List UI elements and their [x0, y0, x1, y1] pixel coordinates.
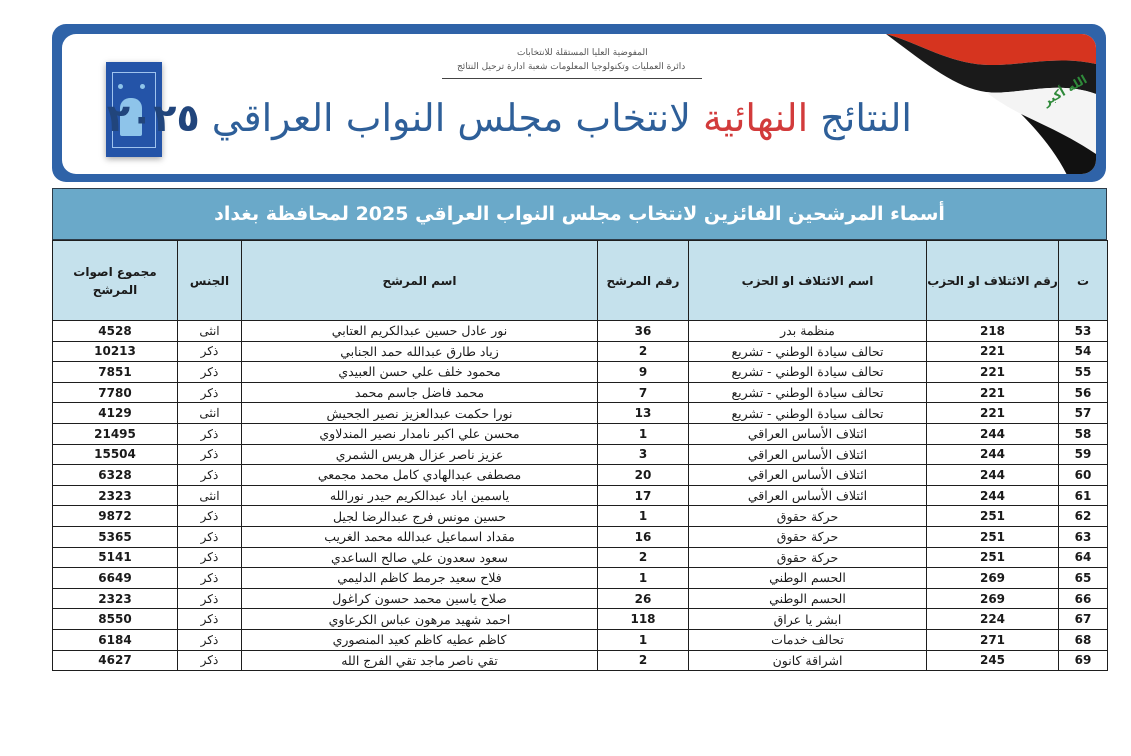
row-list-name: ائتلاف الأساس العراقي: [689, 423, 927, 444]
row-list-number: 244: [927, 465, 1059, 486]
row-candidate-number: 36: [598, 321, 689, 342]
row-list-number: 221: [927, 362, 1059, 383]
row-candidate-number: 1: [598, 629, 689, 650]
row-candidate-number: 7: [598, 382, 689, 403]
row-list-name: الحسم الوطني: [689, 568, 927, 589]
row-gender: انثى: [178, 485, 242, 506]
title-part-3: لانتخاب مجلس النواب العراقي: [211, 96, 691, 140]
row-list-number: 218: [927, 321, 1059, 342]
header-candidate-number: رقم المرشح: [598, 241, 689, 321]
row-seq: 60: [1059, 465, 1108, 486]
row-list-number: 269: [927, 588, 1059, 609]
row-list-name: تحالف سيادة الوطني - تشريع: [689, 403, 927, 424]
table-row: [53, 362, 1108, 383]
title-year: ٢٠٢٥: [106, 96, 200, 140]
row-gender: انثى: [178, 321, 242, 342]
row-candidate-name: محمود خلف علي حسن العبيدي: [242, 362, 598, 383]
table-row: [53, 465, 1108, 486]
row-candidate-number: 118: [598, 609, 689, 630]
row-votes: 4528: [53, 321, 178, 342]
row-seq: 53: [1059, 321, 1108, 342]
header-list-number: رقم الائتلاف او الحزب: [927, 241, 1059, 321]
winners-table: [52, 240, 1108, 671]
table-body: [53, 321, 1108, 671]
row-candidate-number: 9: [598, 362, 689, 383]
header-seq: ت: [1059, 241, 1108, 321]
logo-dot: [118, 84, 123, 89]
row-votes: 8550: [53, 609, 178, 630]
row-gender: ذكر: [178, 568, 242, 589]
title-part-1: النتائج: [820, 96, 912, 140]
table-row: [53, 547, 1108, 568]
row-candidate-number: 1: [598, 506, 689, 527]
row-candidate-number: 2: [598, 547, 689, 568]
row-candidate-name: ياسمين اياد عبدالكريم حيدر نورالله: [242, 485, 598, 506]
table-row: [53, 568, 1108, 589]
row-list-name: ائتلاف الأساس العراقي: [689, 465, 927, 486]
row-candidate-number: 1: [598, 423, 689, 444]
row-candidate-name: فلاح سعيد جرمط كاظم الدليمي: [242, 568, 598, 589]
row-seq: 55: [1059, 362, 1108, 383]
table-row: [53, 341, 1108, 362]
row-seq: 64: [1059, 547, 1108, 568]
title-part-2: النهائية: [703, 96, 809, 140]
row-candidate-number: 2: [598, 341, 689, 362]
table-row: [53, 650, 1108, 671]
iraq-flag-icon: [846, 34, 1096, 174]
row-votes: 4627: [53, 650, 178, 671]
row-candidate-name: صلاح ياسين محمد حسون كراغول: [242, 588, 598, 609]
table-title: أسماء المرشحين الفائزين لانتخاب مجلس النواب العراقي 2025 لمحافظة بغداد: [52, 188, 1107, 240]
row-candidate-name: مصطفى عبدالهادي كامل محمد مجمعي: [242, 465, 598, 486]
row-list-name: منظمة بدر: [689, 321, 927, 342]
row-candidate-name: حسين مونس فرج عبدالرضا لجيل: [242, 506, 598, 527]
row-list-name: حركة حقوق: [689, 547, 927, 568]
row-votes: 2323: [53, 485, 178, 506]
row-votes: 15504: [53, 444, 178, 465]
row-candidate-number: 17: [598, 485, 689, 506]
row-votes: 2323: [53, 588, 178, 609]
row-candidate-name: نورا حكمت عبدالعزيز نصير الجحيش: [242, 403, 598, 424]
row-seq: 68: [1059, 629, 1108, 650]
row-list-number: 221: [927, 341, 1059, 362]
row-list-number: 221: [927, 382, 1059, 403]
row-candidate-number: 3: [598, 444, 689, 465]
row-list-number: 251: [927, 526, 1059, 547]
row-gender: ذكر: [178, 650, 242, 671]
row-list-number: 224: [927, 609, 1059, 630]
row-list-number: 269: [927, 568, 1059, 589]
row-candidate-number: 20: [598, 465, 689, 486]
row-list-number: 245: [927, 650, 1059, 671]
row-gender: ذكر: [178, 609, 242, 630]
row-votes: 6649: [53, 568, 178, 589]
row-list-name: تحالف سيادة الوطني - تشريع: [689, 341, 927, 362]
table-row: [53, 526, 1108, 547]
row-list-number: 244: [927, 423, 1059, 444]
row-candidate-name: محمد فاضل جاسم محمد: [242, 382, 598, 403]
table-row: [53, 423, 1108, 444]
subtitle-divider: [442, 78, 702, 79]
row-votes: 21495: [53, 423, 178, 444]
row-list-name: تحالف سيادة الوطني - تشريع: [689, 362, 927, 383]
row-list-name: ابشر يا عراق: [689, 609, 927, 630]
row-seq: 61: [1059, 485, 1108, 506]
banner-subtitle-1: المفوضية العليا المستقلة للانتخابات: [517, 48, 648, 58]
row-list-number: 251: [927, 547, 1059, 568]
logo-dot: [140, 84, 145, 89]
row-list-name: ائتلاف الأساس العراقي: [689, 444, 927, 465]
row-votes: 5141: [53, 547, 178, 568]
row-seq: 63: [1059, 526, 1108, 547]
row-candidate-name: احمد شهيد مرهون عباس الكرعاوي: [242, 609, 598, 630]
table-row: [53, 382, 1108, 403]
row-list-number: 221: [927, 403, 1059, 424]
row-candidate-number: 2: [598, 650, 689, 671]
row-votes: 10213: [53, 341, 178, 362]
row-candidate-name: محسن علي اكبر نامدار نصير المندلاوي: [242, 423, 598, 444]
row-list-number: 271: [927, 629, 1059, 650]
row-votes: 5365: [53, 526, 178, 547]
row-gender: ذكر: [178, 526, 242, 547]
row-votes: 9872: [53, 506, 178, 527]
row-candidate-name: نور عادل حسين عبدالكريم العتابي: [242, 321, 598, 342]
row-votes: 6184: [53, 629, 178, 650]
row-seq: 66: [1059, 588, 1108, 609]
row-votes: 7780: [53, 382, 178, 403]
row-gender: ذكر: [178, 382, 242, 403]
row-candidate-number: 1: [598, 568, 689, 589]
header-gender: الجنس: [178, 241, 242, 321]
row-gender: ذكر: [178, 423, 242, 444]
header-votes: مجموع اصوات المرشح: [53, 241, 178, 321]
row-seq: 59: [1059, 444, 1108, 465]
row-list-number: 251: [927, 506, 1059, 527]
row-candidate-name: تقي ناصر ماجد تقي الفرج الله: [242, 650, 598, 671]
row-seq: 69: [1059, 650, 1108, 671]
table-row: [53, 403, 1108, 424]
row-candidate-name: مقداد اسماعيل عبدالله محمد الغريب: [242, 526, 598, 547]
flag-text: الله أكبر: [1040, 72, 1090, 109]
row-seq: 58: [1059, 423, 1108, 444]
header-banner: [52, 24, 1106, 182]
table-row: [53, 506, 1108, 527]
row-list-name: الحسم الوطني: [689, 588, 927, 609]
row-gender: ذكر: [178, 547, 242, 568]
row-candidate-name: كاظم عطيه كاظم كعيد المنصوري: [242, 629, 598, 650]
row-gender: ذكر: [178, 444, 242, 465]
row-gender: ذكر: [178, 465, 242, 486]
row-candidate-number: 16: [598, 526, 689, 547]
table-row: [53, 588, 1108, 609]
banner-title: [106, 96, 912, 140]
table-row: [53, 609, 1108, 630]
row-list-name: حركة حقوق: [689, 506, 927, 527]
row-list-name: حركة حقوق: [689, 526, 927, 547]
table-row: [53, 629, 1108, 650]
row-candidate-name: سعود سعدون علي صالح الساعدي: [242, 547, 598, 568]
header-row: [53, 241, 1108, 321]
row-votes: 6328: [53, 465, 178, 486]
row-candidate-name: عزيز ناصر عزال هريس الشمري: [242, 444, 598, 465]
row-votes: 4129: [53, 403, 178, 424]
row-candidate-name: زياد طارق عبدالله حمد الجنابي: [242, 341, 598, 362]
row-seq: 54: [1059, 341, 1108, 362]
row-seq: 56: [1059, 382, 1108, 403]
row-votes: 7851: [53, 362, 178, 383]
row-seq: 65: [1059, 568, 1108, 589]
table-row: [53, 321, 1108, 342]
row-gender: انثى: [178, 403, 242, 424]
row-list-number: 244: [927, 444, 1059, 465]
row-seq: 67: [1059, 609, 1108, 630]
row-candidate-number: 13: [598, 403, 689, 424]
row-candidate-number: 26: [598, 588, 689, 609]
row-list-name: ائتلاف الأساس العراقي: [689, 485, 927, 506]
row-list-name: اشراقة كانون: [689, 650, 927, 671]
row-gender: ذكر: [178, 362, 242, 383]
table-row: [53, 444, 1108, 465]
table-row: [53, 485, 1108, 506]
row-gender: ذكر: [178, 341, 242, 362]
banner-panel: [62, 34, 1096, 174]
row-list-name: تحالف سيادة الوطني - تشريع: [689, 382, 927, 403]
row-list-number: 244: [927, 485, 1059, 506]
header-candidate-name: اسم المرشح: [242, 241, 598, 321]
row-gender: ذكر: [178, 506, 242, 527]
row-seq: 57: [1059, 403, 1108, 424]
header-list-name: اسم الائتلاف او الحزب: [689, 241, 927, 321]
row-gender: ذكر: [178, 629, 242, 650]
row-gender: ذكر: [178, 588, 242, 609]
banner-subtitle-2: دائرة العمليات وتكنولوجيا المعلومات شعبة ادارة ترحيل النتائج: [457, 62, 686, 72]
row-list-name: تحالف خدمات: [689, 629, 927, 650]
row-seq: 62: [1059, 506, 1108, 527]
